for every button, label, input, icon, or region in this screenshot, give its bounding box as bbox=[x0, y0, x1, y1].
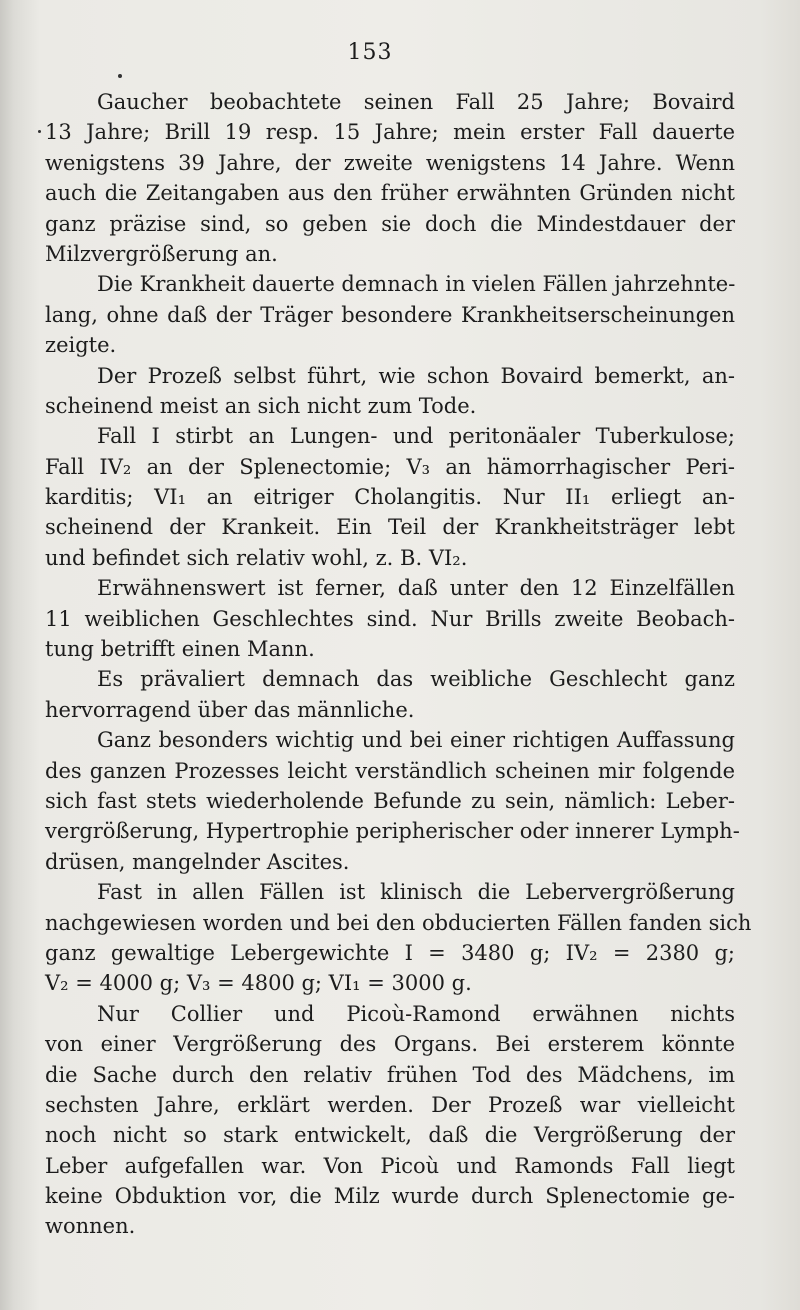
paragraph bbox=[45, 573, 735, 664]
text-line: die Sache durch den relativ frühen Tod des Mädchens, im bbox=[45, 1062, 735, 1087]
text-line: Ganz besonders wichtig und bei einer richtigen Auffassung bbox=[97, 728, 735, 753]
body-text bbox=[45, 87, 752, 1242]
text-line: sechsten Jahre, erklärt werden. Der Prozeß war vielleicht bbox=[45, 1092, 735, 1117]
text-line: scheinend der Krankeit. Ein Teil der Krankheitsträger lebt bbox=[45, 515, 735, 540]
text-line: lang, ohne daß der Träger besondere Krankheitserscheinungen bbox=[45, 302, 735, 327]
text-line: ganz präzise sind, so geben sie doch die Mindestdauer der bbox=[45, 211, 735, 236]
paragraph bbox=[45, 999, 735, 1242]
text-line: zeigte. bbox=[45, 333, 117, 358]
text-line: wenigstens 39 Jahre, der zweite wenigstens 14 Jahre. Wenn bbox=[45, 150, 735, 175]
ink-speck bbox=[118, 74, 122, 78]
text-line: Fast in allen Fällen ist klinisch die Lebervergrößerung bbox=[97, 880, 735, 905]
text-line: sich fast stets wiederholende Befunde zu sein, nämlich: Leber- bbox=[45, 788, 735, 813]
text-line: von einer Vergrößerung des Organs. Bei ersterem könnte bbox=[45, 1032, 735, 1057]
text-line: und befindet sich relativ wohl, z. B. VI₂. bbox=[45, 545, 468, 570]
text-line: vergrößerung, Hypertrophie peripherischer oder innerer Lymph- bbox=[45, 819, 740, 844]
text-line: noch nicht so stark entwickelt, daß die Vergrößerung der bbox=[45, 1123, 735, 1148]
text-line: auch die Zeitangaben aus den früher erwähnten Gründen nicht bbox=[45, 181, 735, 206]
page-number: 153 bbox=[347, 40, 393, 65]
text-line: scheinend meist an sich nicht zum Tode. bbox=[45, 393, 477, 418]
paragraph bbox=[45, 725, 740, 877]
text-line: keine Obduktion vor, die Milz wurde durch Splenectomie ge- bbox=[45, 1184, 735, 1209]
text-line: Gaucher beobachtete seinen Fall 25 Jahre; Bovaird bbox=[97, 90, 735, 114]
text-line: Es prävaliert demnach das weibliche Geschlecht ganz bbox=[97, 667, 735, 692]
text-line: Nur Collier und Picoù-Ramond erwähnen nichts bbox=[97, 1001, 735, 1026]
text-line: Fall I stirbt an Lungen- und peritonäaler Tuberkulose; bbox=[97, 424, 735, 449]
ink-speck bbox=[38, 130, 41, 133]
text-line: des ganzen Prozesses leicht verständlich scheinen mir folgende bbox=[45, 758, 735, 783]
text-line: 13 Jahre; Brill 19 resp. 15 Jahre; mein erster Fall dauerte bbox=[45, 120, 735, 145]
paragraph bbox=[45, 421, 735, 573]
paragraph bbox=[45, 877, 752, 999]
text-line: Milzvergrößerung an. bbox=[45, 241, 278, 266]
paragraph bbox=[45, 664, 735, 725]
paragraph bbox=[45, 87, 735, 269]
text-line: Leber aufgefallen war. Von Picoù und Ramonds Fall liegt bbox=[45, 1153, 735, 1178]
text-line: V₂ = 4000 g; V₃ = 4800 g; VI₁ = 3000 g. bbox=[45, 971, 472, 996]
text-line: 11 weiblichen Geschlechtes sind. Nur Brills zweite Beobach- bbox=[45, 606, 735, 631]
text-line: drüsen, mangelnder Ascites. bbox=[45, 849, 350, 874]
text-line: Die Krankheit dauerte demnach in vielen Fällen jahrzehnte- bbox=[97, 272, 736, 297]
paragraph bbox=[45, 361, 735, 422]
text-line: nachgewiesen worden und bei den obducierten Fällen fanden sich bbox=[45, 910, 752, 935]
text-line: ganz gewaltige Lebergewichte I = 3480 g; IV₂ = 2380 g; bbox=[45, 940, 735, 965]
text-line: tung betrifft einen Mann. bbox=[45, 637, 315, 662]
paragraph bbox=[45, 269, 735, 360]
text-line: wonnen. bbox=[45, 1214, 136, 1239]
text-line: Der Prozeß selbst führt, wie schon Bovaird bemerkt, an- bbox=[97, 363, 735, 388]
text-line: karditis; VI₁ an eitriger Cholangitis. Nur II₁ erliegt an- bbox=[45, 485, 735, 510]
text-line: Fall IV₂ an der Splenectomie; V₃ an hämorrhagischer Peri- bbox=[45, 454, 735, 479]
text-line: hervorragend über das männliche. bbox=[45, 697, 415, 722]
text-line: Erwähnenswert ist ferner, daß unter den 12 Einzelfällen bbox=[97, 576, 735, 601]
